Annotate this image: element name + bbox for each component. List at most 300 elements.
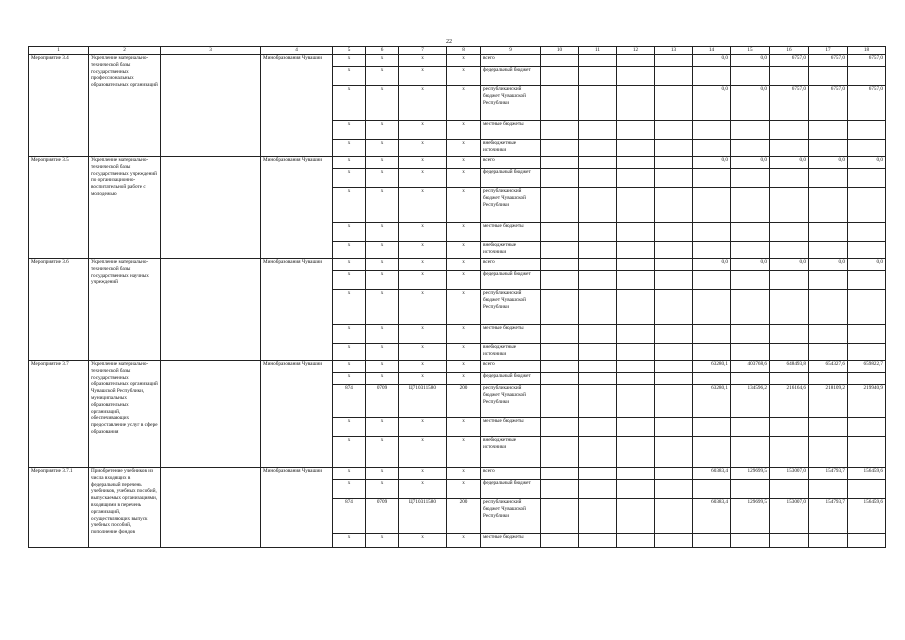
target-article-code: x [399,223,447,242]
funding-source: федеральный бюджет [481,373,541,385]
amount-16 [770,121,809,140]
amount-18 [848,67,886,86]
empty-cell [617,121,655,140]
amount-16: 6757,0 [770,55,809,67]
section-code: x [366,140,399,157]
amount-15 [731,188,770,223]
grbs-code: x [333,67,366,86]
expense-type-code: x [447,325,481,344]
amount-14: 0,0 [693,259,731,271]
grbs-code: x [333,437,366,468]
amount-14: 63280,1 [693,385,731,418]
amount-16 [770,534,809,548]
grbs-code: x [333,86,366,121]
empty-cell [161,157,261,259]
empty-cell [617,437,655,468]
amount-14 [693,373,731,385]
empty-cell [579,271,617,290]
empty-cell [655,169,693,188]
empty-cell [541,86,579,121]
grbs-code: x [333,325,366,344]
amount-16 [770,223,809,242]
amount-18 [848,534,886,548]
amount-17: 0,0 [809,157,848,169]
funding-source: местные бюджеты [481,121,541,140]
expense-type-code: x [447,418,481,437]
expense-type-code: x [447,534,481,548]
empty-cell [579,480,617,499]
amount-15: 0,0 [731,86,770,121]
section-code: 0709 [366,499,399,534]
grbs-code: x [333,169,366,188]
amount-14 [693,437,731,468]
event-executor: Минобразования Чувашии [261,468,333,548]
funding-source: федеральный бюджет [481,67,541,86]
empty-cell [655,373,693,385]
amount-16 [770,480,809,499]
funding-source: местные бюджеты [481,418,541,437]
amount-15: 0,0 [731,259,770,271]
empty-cell [617,259,655,271]
amount-18: 659822,7 [848,361,886,373]
amount-18: 0,0 [848,259,886,271]
amount-17: 154793,7 [809,499,848,534]
amount-16 [770,242,809,259]
amount-15 [731,373,770,385]
amount-18: 156459,6 [848,499,886,534]
amount-15 [731,325,770,344]
funding-source: всего [481,157,541,169]
amount-14 [693,223,731,242]
grbs-code: x [333,534,366,548]
grbs-code: x [333,140,366,157]
amount-17 [809,534,848,548]
empty-cell [579,188,617,223]
expense-type-code: x [447,437,481,468]
event-number: Мероприятие 3.4 [29,55,89,157]
target-article-code: x [399,290,447,325]
section-code: x [366,86,399,121]
empty-cell [655,361,693,373]
empty-cell [617,361,655,373]
amount-17 [809,290,848,325]
empty-cell [655,418,693,437]
empty-cell [655,121,693,140]
event-number: Мероприятие 3.7.1 [29,468,89,548]
empty-cell [579,499,617,534]
amount-18 [848,140,886,157]
event-number: Мероприятие 3.7 [29,361,89,468]
section-code: x [366,373,399,385]
empty-cell [655,86,693,121]
funding-source: местные бюджеты [481,325,541,344]
empty-cell [655,534,693,548]
section-code: x [366,344,399,361]
target-article-code: x [399,373,447,385]
grbs-code: x [333,121,366,140]
empty-cell [579,242,617,259]
expense-type-code: x [447,121,481,140]
empty-cell [579,259,617,271]
amount-17 [809,121,848,140]
empty-cell [655,499,693,534]
empty-cell [617,499,655,534]
amount-18: 0,0 [848,157,886,169]
empty-cell [579,223,617,242]
amount-15: 403768,6 [731,361,770,373]
empty-cell [579,290,617,325]
amount-17 [809,188,848,223]
amount-14: 63280,1 [693,361,731,373]
grbs-code: x [333,480,366,499]
funding-source: всего [481,361,541,373]
empty-cell [617,157,655,169]
amount-16: 153007,0 [770,468,809,480]
expense-type-code: x [447,468,481,480]
amount-18 [848,290,886,325]
funding-source: внебюджетные источники [481,344,541,361]
event-executor: Минобразования Чувашии [261,259,333,361]
empty-cell [617,55,655,67]
event-executor: Минобразования Чувашии [261,157,333,259]
expense-type-code: x [447,242,481,259]
grbs-code: x [333,157,366,169]
target-article-code: x [399,361,447,373]
empty-cell [655,437,693,468]
section-code: x [366,188,399,223]
grbs-code: x [333,259,366,271]
expense-type-code: x [447,140,481,157]
empty-cell [579,86,617,121]
amount-17 [809,67,848,86]
target-article-code: x [399,157,447,169]
amount-15 [731,271,770,290]
empty-cell [541,437,579,468]
funding-source: федеральный бюджет [481,271,541,290]
amount-15 [731,223,770,242]
funding-source: внебюджетные источники [481,242,541,259]
empty-cell [161,259,261,361]
section-code: x [366,55,399,67]
empty-cell [617,271,655,290]
empty-cell [579,140,617,157]
column-header-7: 7 [399,47,447,55]
amount-16 [770,140,809,157]
empty-cell [541,325,579,344]
amount-14 [693,169,731,188]
empty-cell [161,468,261,548]
empty-cell [579,361,617,373]
section-code: x [366,468,399,480]
amount-18 [848,188,886,223]
expense-type-code: x [447,86,481,121]
column-header-1: 1 [29,47,89,55]
event-executor: Минобразования Чувашии [261,361,333,468]
amount-16 [770,67,809,86]
event-name: Укрепление материально-технической базы государственных учреждений по организационно-воспитательной работе с молодежью [89,157,161,259]
empty-cell [541,418,579,437]
grbs-code: x [333,223,366,242]
empty-cell [579,169,617,188]
target-article-code: x [399,121,447,140]
amount-15 [731,480,770,499]
amount-15 [731,418,770,437]
amount-16 [770,169,809,188]
expense-type-code: x [447,373,481,385]
target-article-code: x [399,437,447,468]
target-article-code: x [399,271,447,290]
empty-cell [541,67,579,86]
event-executor: Минобразования Чувашии [261,55,333,157]
section-code: x [366,242,399,259]
amount-14: 0,0 [693,157,731,169]
grbs-code: x [333,418,366,437]
amount-16 [770,344,809,361]
section-code: x [366,480,399,499]
amount-16 [770,290,809,325]
target-article-code: x [399,418,447,437]
amount-18 [848,121,886,140]
amount-16: 0,0 [770,157,809,169]
empty-cell [617,325,655,344]
empty-cell [541,169,579,188]
empty-cell [617,385,655,418]
empty-cell [161,55,261,157]
expense-type-code: x [447,169,481,188]
section-code: x [366,418,399,437]
amount-17 [809,223,848,242]
funding-source: местные бюджеты [481,223,541,242]
table-row [29,468,886,480]
funding-source: республиканский бюджет Чувашской Республики [481,499,541,534]
empty-cell [655,468,693,480]
empty-cell [655,55,693,67]
amount-14 [693,344,731,361]
event-name: Укрепление материально-технической базы государственных профессиональных образовательных организаций [89,55,161,157]
expense-type-code: x [447,157,481,169]
section-code: x [366,271,399,290]
empty-cell [541,271,579,290]
empty-cell [655,188,693,223]
empty-cell [617,480,655,499]
column-header-10: 10 [541,47,579,55]
amount-17 [809,437,848,468]
empty-cell [579,121,617,140]
amount-16 [770,271,809,290]
empty-cell [541,157,579,169]
amount-15 [731,242,770,259]
funding-source: всего [481,259,541,271]
amount-18 [848,480,886,499]
empty-cell [161,361,261,468]
target-article-code: x [399,259,447,271]
amount-17: 6757,0 [809,86,848,121]
grbs-code: 874 [333,385,366,418]
empty-cell [579,55,617,67]
empty-cell [541,242,579,259]
column-header-15: 15 [731,47,770,55]
empty-cell [579,468,617,480]
empty-cell [617,468,655,480]
empty-cell [655,385,693,418]
amount-15: 129699,5 [731,499,770,534]
expense-type-code: x [447,223,481,242]
section-code: x [366,223,399,242]
amount-17 [809,325,848,344]
empty-cell [655,223,693,242]
empty-cell [655,271,693,290]
amount-16 [770,418,809,437]
expense-type-code: 200 [447,499,481,534]
column-header-17: 17 [809,47,848,55]
column-header-2: 2 [89,47,161,55]
empty-cell [579,67,617,86]
section-code: 0709 [366,385,399,418]
column-header-3: 3 [161,47,261,55]
target-article-code: x [399,140,447,157]
amount-16: 0,0 [770,259,809,271]
section-code: x [366,121,399,140]
event-number: Мероприятие 3.6 [29,259,89,361]
amount-14 [693,271,731,290]
funding-source: внебюджетные источники [481,140,541,157]
funding-source: местные бюджеты [481,534,541,548]
amount-16 [770,373,809,385]
amount-18 [848,169,886,188]
empty-cell [541,361,579,373]
section-code: x [366,325,399,344]
table-row [29,157,886,169]
column-header-9: 9 [481,47,541,55]
amount-15 [731,437,770,468]
amount-16: 6757,0 [770,86,809,121]
section-code: x [366,534,399,548]
target-article-code: x [399,480,447,499]
target-article-code: x [399,325,447,344]
page-number: 22 [446,39,452,45]
amount-15 [731,169,770,188]
column-header-13: 13 [655,47,693,55]
target-article-code: x [399,468,447,480]
empty-cell [617,373,655,385]
funding-source: республиканский бюджет Чувашской Республики [481,385,541,418]
amount-15 [731,344,770,361]
target-article-code: x [399,344,447,361]
expense-type-code: x [447,188,481,223]
amount-14 [693,242,731,259]
expense-type-code: x [447,67,481,86]
empty-cell [579,385,617,418]
empty-cell [617,242,655,259]
column-header-18: 18 [848,47,886,55]
amount-17: 218109,2 [809,385,848,418]
amount-15 [731,140,770,157]
grbs-code: x [333,55,366,67]
empty-cell [579,418,617,437]
table-row [29,55,886,67]
amount-15 [731,67,770,86]
amount-14 [693,534,731,548]
amount-15 [731,290,770,325]
amount-17 [809,242,848,259]
amount-17 [809,373,848,385]
empty-cell [541,188,579,223]
expense-type-code: x [447,361,481,373]
grbs-code: x [333,344,366,361]
empty-cell [655,67,693,86]
funding-source: федеральный бюджет [481,169,541,188]
empty-cell [541,259,579,271]
grbs-code: x [333,242,366,259]
expense-type-code: x [447,290,481,325]
target-article-code: x [399,169,447,188]
grbs-code: x [333,290,366,325]
event-number: Мероприятие 3.5 [29,157,89,259]
empty-cell [541,499,579,534]
amount-18: 6757,0 [848,55,886,67]
funding-source: республиканский бюджет Чувашской Республики [481,86,541,121]
amount-18 [848,242,886,259]
amount-18 [848,271,886,290]
funding-source: республиканский бюджет Чувашской Республики [481,290,541,325]
funding-source: всего [481,55,541,67]
empty-cell [617,188,655,223]
empty-cell [617,418,655,437]
amount-14 [693,188,731,223]
empty-cell [541,55,579,67]
empty-cell [541,290,579,325]
amount-14 [693,67,731,86]
empty-cell [579,344,617,361]
column-header-4: 4 [261,47,333,55]
empty-cell [541,373,579,385]
amount-18 [848,325,886,344]
amount-16 [770,188,809,223]
empty-cell [655,290,693,325]
funding-source: всего [481,468,541,480]
target-article-code: x [399,534,447,548]
event-name: Укрепление материально-технической базы государственных образовательных организаций Чувашской Республики, муниципальных образовательных организаций, обеспечивающих предоставление услуг в сфере образования [89,361,161,468]
empty-cell [617,534,655,548]
table-row [29,361,886,373]
amount-17: 0,0 [809,259,848,271]
amount-17: 654327,6 [809,361,848,373]
column-header-16: 16 [770,47,809,55]
empty-cell [617,140,655,157]
amount-15 [731,121,770,140]
expense-type-code: x [447,55,481,67]
amount-14: 60383,4 [693,468,731,480]
amount-14: 60383,4 [693,499,731,534]
amount-18 [848,418,886,437]
empty-cell [655,259,693,271]
empty-cell [655,325,693,344]
empty-cell [541,121,579,140]
amount-17 [809,418,848,437]
amount-14 [693,140,731,157]
empty-cell [541,140,579,157]
target-article-code: x [399,55,447,67]
column-header-12: 12 [617,47,655,55]
expense-type-code: 200 [447,385,481,418]
grbs-code: x [333,373,366,385]
amount-15 [731,534,770,548]
amount-17: 6757,0 [809,55,848,67]
column-header-11: 11 [579,47,617,55]
amount-18: 156459,6 [848,468,886,480]
amount-14 [693,325,731,344]
funding-source: республиканский бюджет Чувашской Республики [481,188,541,223]
